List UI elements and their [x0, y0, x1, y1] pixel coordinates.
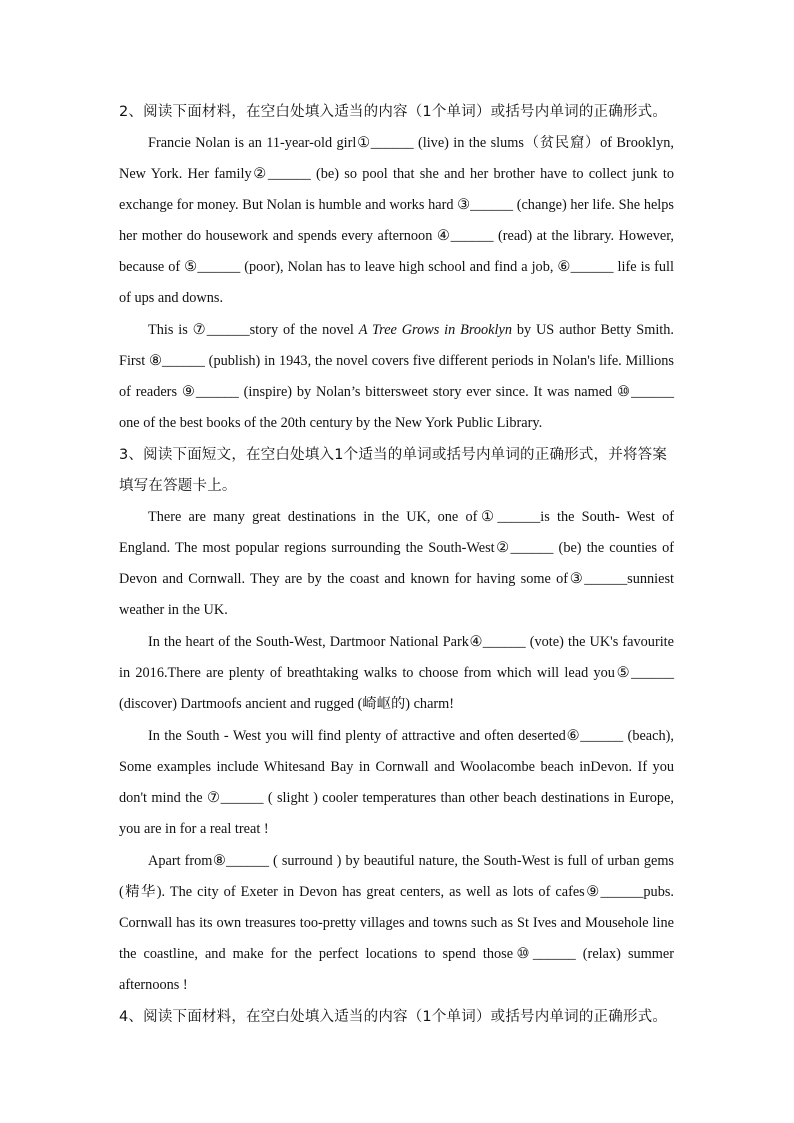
question-2-paragraph-2-end: by US author Betty Smith. First ⑧______ (publish) in 1943, the novel covers five different periods in Nolan's life. Millions of readers ⑨______ (inspire) by Nolan’s bittersweet story ever since. It was named ⑩______ one of the best books of the 20th century by the New York Public Library. [119, 322, 674, 431]
novel-title: A Tree Grows in Brooklyn [358, 322, 512, 338]
question-2-paragraph-2 [119, 315, 674, 439]
question-3-paragraph-1: There are many great destinations in the UK, one of①______is the South- West of England. The most popular regions surrounding the South-West②______ (be) the counties of Devon and Cornwall. They are by the coast and known for having some of③______sunniest weather in the UK. [119, 509, 674, 618]
question-3-paragraph-2: In the heart of the South-West, Dartmoor National Park④______ (vote) the UK's favourite in 2016.There are plenty of breathtaking walks to choose from which will lead you⑤______ (discover) Dartmoofs ancient and rugged (崎岖的) charm! [119, 634, 674, 712]
question-2-paragraph-2-start: This is ⑦______story of the novel [148, 322, 359, 338]
question-3-paragraph-4: Apart from⑧______ ( surround ) by beautiful nature, the South-West is full of urban gems (精华). The city of Exeter in Devon has great centers, as well as lots of cafes⑨______pubs. Cornwall has its own treasures too-pretty villages and towns such as St Ives and Mousehole line the coastline, and make for the perfect locations to spend those⑩______ (relax) summer afternoons ! [119, 853, 674, 993]
question-3-paragraph-3: In the South - West you will find plenty of attractive and often deserted⑥______ (beach), Some examples include Whitesand Bay in Cornwall and Woolacombe beach inDevon. If you don't mind the ⑦______ ( slight ) cooler temperatures than other beach destinations in Europe, you are in for a real treat ! [119, 728, 674, 837]
question-2-paragraph-1: Francie Nolan is an 11-year-old girl①______ (live) in the slums（贫民窟）of Brooklyn, New York. Her family②______ (be) so pool that she and her brother have to collect junk to exchange for money. But Nolan is humble and works hard ③______ (change) her life. She helps her mother do housework and spends every afternoon ④______ (read) at the library. However, because of ⑤______ (poor), Nolan has to leave high school and find a job, ⑥______ life is full of ups and downs. [119, 135, 674, 306]
question-4-heading: 4、阅读下面材料，在空白处填入适当的内容（1个单词）或括号内单词的正确形式。 [119, 1009, 668, 1025]
question-2-heading: 2、阅读下面材料，在空白处填入适当的内容（1个单词）或括号内单词的正确形式。 [119, 104, 668, 120]
question-3-heading: 3、阅读下面短文，在空白处填入1个适当的单词或括号内单词的正确形式，并将答案填写在答题卡上。 [119, 447, 668, 494]
